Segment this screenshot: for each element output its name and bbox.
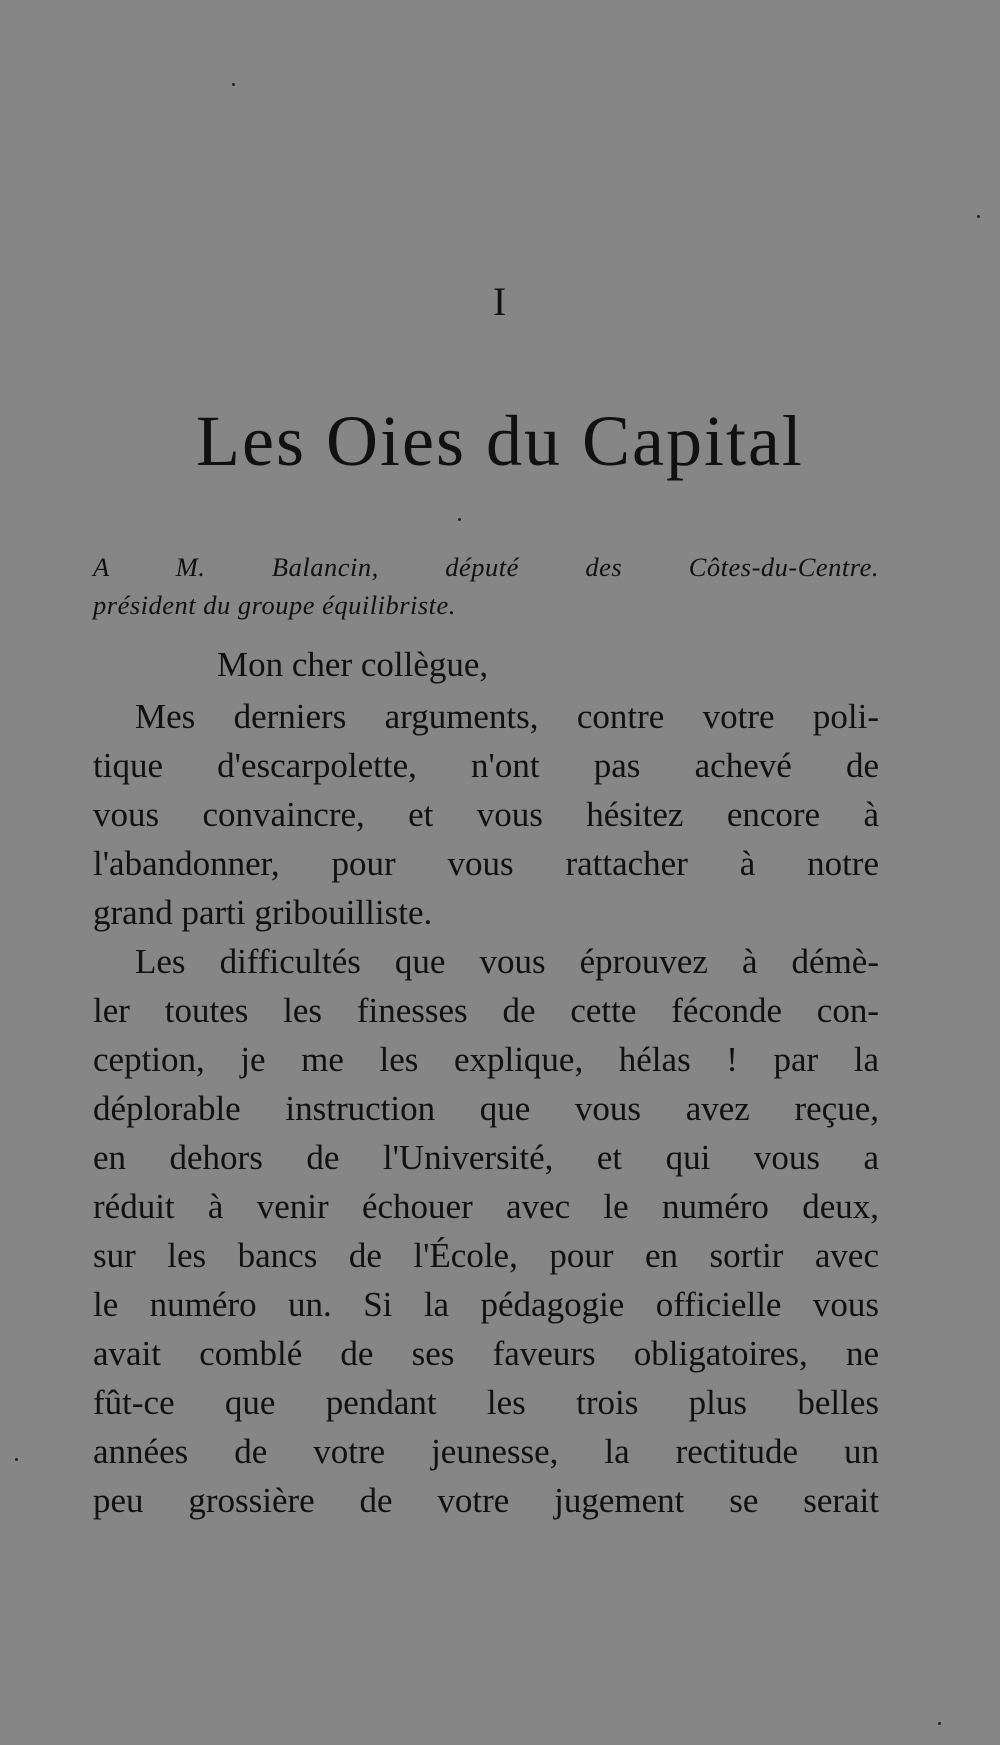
paragraph-line: années de votre jeunesse, la rectitude un (93, 1432, 879, 1471)
paragraph-line: ception, je me les explique, hélas ! par la (93, 1040, 879, 1079)
paragraph-line: en dehors de l'Université, et qui vous a (93, 1138, 879, 1177)
salutation: Mon cher collègue, (217, 645, 489, 684)
scan-speck (458, 518, 461, 521)
dedication-line: A M. Balancin, député des Côtes-du-Centre. (93, 552, 879, 582)
paragraph-line: ler toutes les finesses de cette féconde con- (93, 991, 879, 1030)
body-text (93, 692, 879, 1525)
dedication (93, 548, 879, 624)
paragraph-line: vous convaincre, et vous hésitez encore à (93, 795, 879, 834)
paragraph-line: réduit à venir échouer avec le numéro deux, (93, 1187, 879, 1226)
paragraph-line: Les difficultés que vous éprouvez à démè- (135, 942, 879, 981)
scan-speck (977, 215, 980, 218)
dedication-line: président du groupe équilibriste. (93, 590, 456, 620)
paragraph-line: l'abandonner, pour vous rattacher à notre (93, 844, 879, 883)
paragraph-line: le numéro un. Si la pédagogie officielle vous (93, 1285, 879, 1324)
paragraph-line: avait comblé de ses faveurs obligatoires, ne (93, 1334, 879, 1373)
chapter-title: Les Oies du Capital (196, 401, 804, 481)
paragraph-line: grand parti gribouilliste. (93, 893, 433, 932)
paragraph-line: peu grossière de votre jugement se serait (93, 1481, 879, 1520)
paragraph-line: déplorable instruction que vous avez reçue, (93, 1089, 879, 1128)
scan-speck (232, 83, 235, 86)
scan-speck (15, 1458, 18, 1461)
paragraph-line: Mes derniers arguments, contre votre poli- (135, 697, 879, 736)
chapter-number: I (492, 279, 508, 324)
paragraph-line: fût-ce que pendant les trois plus belles (93, 1383, 879, 1422)
scan-speck (938, 1722, 941, 1725)
paragraph-line: sur les bancs de l'École, pour en sortir avec (93, 1236, 879, 1275)
paragraph-line: tique d'escarpolette, n'ont pas achevé de (93, 746, 879, 785)
